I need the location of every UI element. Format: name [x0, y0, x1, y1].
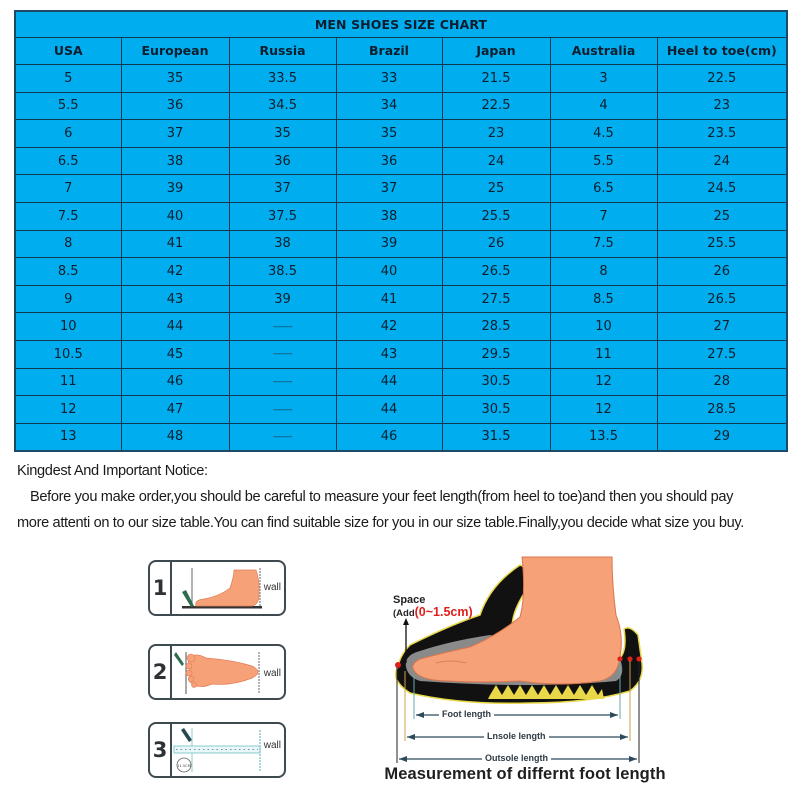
wall-label: wall: [263, 668, 281, 679]
table-row: [15, 313, 787, 341]
table-row: [15, 368, 787, 396]
table-cell: 47: [121, 396, 229, 424]
table-cell: 42: [121, 258, 229, 286]
table-cell: 8: [550, 258, 657, 286]
wall-label: wall: [263, 740, 281, 751]
table-cell: 34: [336, 92, 442, 120]
table-cell: 35: [121, 65, 229, 93]
table-cell: 27.5: [657, 341, 787, 369]
table-cell: 35: [229, 120, 336, 148]
table-cell: 44: [121, 313, 229, 341]
table-cell: 36: [336, 147, 442, 175]
table-cell: 23.5: [657, 120, 787, 148]
table-cell: 23: [657, 92, 787, 120]
table-cell: 41: [121, 230, 229, 258]
notice-line-1: Before you make order,you should be careful to measure your feet length(from heel to toe)and then you should pay: [30, 489, 734, 505]
table-cell: 22.5: [442, 92, 550, 120]
step-card-1: [148, 560, 286, 616]
table-cell: 24.5: [657, 175, 787, 203]
table-cell: 28.5: [442, 313, 550, 341]
size-chart-table: [14, 10, 788, 452]
table-cell: 43: [121, 285, 229, 313]
table-cell: 13: [15, 423, 121, 451]
table-cell: 43: [336, 341, 442, 369]
table-cell: 46: [121, 368, 229, 396]
table-title: MEN SHOES SIZE CHART: [15, 11, 787, 37]
table-cell: 28.5: [657, 396, 787, 424]
table-cell: 31.5: [442, 423, 550, 451]
space-annotation: [393, 594, 473, 620]
table-row: [15, 341, 787, 369]
table-cell: 5.5: [550, 147, 657, 175]
table-cell: 26.5: [442, 258, 550, 286]
table-cell: 38: [229, 230, 336, 258]
foot-length-label: Foot length: [439, 709, 494, 719]
table-cell: 34.5: [229, 92, 336, 120]
table-cell: 4: [550, 92, 657, 120]
table-cell: 12: [550, 368, 657, 396]
table-cell: -------: [229, 423, 336, 451]
table-row: [15, 423, 787, 451]
table-cell: 33.5: [229, 65, 336, 93]
space-range: (0~1.5cm): [414, 605, 473, 619]
table-cell: 8.5: [15, 258, 121, 286]
table-row: [15, 65, 787, 93]
column-header-japan: Japan: [442, 37, 550, 65]
table-cell: 27: [657, 313, 787, 341]
table-cell: 40: [336, 258, 442, 286]
table-cell: 40: [121, 203, 229, 231]
table-cell: 10.5: [15, 341, 121, 369]
table-cell: 38: [336, 203, 442, 231]
table-cell: 25.5: [657, 230, 787, 258]
column-header-heel-to-toe-cm: Heel to toe(cm): [657, 37, 787, 65]
table-cell: 39: [229, 285, 336, 313]
table-cell: 35: [336, 120, 442, 148]
wall-label: wall: [263, 582, 281, 593]
table-cell: 37.5: [229, 203, 336, 231]
table-cell: 26: [442, 230, 550, 258]
table-row: [15, 203, 787, 231]
table-cell: 11: [15, 368, 121, 396]
table-cell: 5: [15, 65, 121, 93]
table-cell: 6: [15, 120, 121, 148]
table-cell: 8.5: [550, 285, 657, 313]
table-cell: 33: [336, 65, 442, 93]
table-cell: 3: [550, 65, 657, 93]
table-cell: 30.5: [442, 368, 550, 396]
table-cell: 37: [121, 120, 229, 148]
table-cell: 24: [442, 147, 550, 175]
table-cell: 27.5: [442, 285, 550, 313]
table-cell: 4.5: [550, 120, 657, 148]
table-cell: 39: [121, 175, 229, 203]
table-cell: 25: [442, 175, 550, 203]
table-cell: 30.5: [442, 396, 550, 424]
table-row: [15, 147, 787, 175]
table-cell: 46: [336, 423, 442, 451]
notice-line-2: more attenti on to our size table.You can find suitable size for you in our size table.Finally,you decide what size you buy.: [17, 515, 744, 531]
table-cell: 21.5: [442, 65, 550, 93]
table-cell: -------: [229, 368, 336, 396]
table-cell: 6.5: [550, 175, 657, 203]
table-cell: 38: [121, 147, 229, 175]
table-cell: 22.5: [657, 65, 787, 93]
table-cell: 7.5: [550, 230, 657, 258]
column-header-european: European: [121, 37, 229, 65]
table-row: [15, 396, 787, 424]
table-cell: 25.5: [442, 203, 550, 231]
column-header-brazil: Brazil: [336, 37, 442, 65]
table-cell: 10: [15, 313, 121, 341]
table-title-row: [15, 11, 787, 37]
table-cell: 26: [657, 258, 787, 286]
table-cell: 13.5: [550, 423, 657, 451]
table-cell: 38.5: [229, 258, 336, 286]
table-cell: 11: [550, 341, 657, 369]
space-label: Space: [393, 594, 426, 606]
table-cell: 12: [550, 396, 657, 424]
table-body: [15, 65, 787, 451]
table-cell: -------: [229, 313, 336, 341]
notice-section: [17, 458, 797, 536]
table-cell: 10: [550, 313, 657, 341]
table-cell: 7.5: [15, 203, 121, 231]
column-header-australia: Australia: [550, 37, 657, 65]
table-cell: 36: [121, 92, 229, 120]
table-cell: 41: [336, 285, 442, 313]
table-row: [15, 120, 787, 148]
table-row: [15, 285, 787, 313]
step-number: 2: [150, 646, 172, 698]
table-cell: 25: [657, 203, 787, 231]
table-cell: 39: [336, 230, 442, 258]
step-card-2: [148, 644, 286, 700]
table-cell: 29: [657, 423, 787, 451]
table-cell: 44: [336, 368, 442, 396]
table-cell: 28: [657, 368, 787, 396]
step-number: 3: [150, 724, 172, 776]
table-cell: 42: [336, 313, 442, 341]
table-cell: 23: [442, 120, 550, 148]
column-header-usa: USA: [15, 37, 121, 65]
table-header-row: [15, 37, 787, 65]
table-cell: 37: [336, 175, 442, 203]
table-cell: 37: [229, 175, 336, 203]
table-cell: 24: [657, 147, 787, 175]
table-cell: -------: [229, 341, 336, 369]
table-row: [15, 92, 787, 120]
table-cell: 44: [336, 396, 442, 424]
table-cell: 12: [15, 396, 121, 424]
table-cell: 8: [15, 230, 121, 258]
table-row: [15, 230, 787, 258]
column-header-russia: Russia: [229, 37, 336, 65]
table-row: [15, 175, 787, 203]
table-cell: 5.5: [15, 92, 121, 120]
table-cell: 26.5: [657, 285, 787, 313]
table-cell: 45: [121, 341, 229, 369]
table-cell: 7: [15, 175, 121, 203]
table-cell: 48: [121, 423, 229, 451]
insole-length-label: Lnsole length: [484, 731, 549, 741]
table-cell: 29.5: [442, 341, 550, 369]
table-cell: 36: [229, 147, 336, 175]
table-row: [15, 258, 787, 286]
table-cell: 9: [15, 285, 121, 313]
step-number: 1: [150, 562, 172, 614]
table-cell: -------: [229, 396, 336, 424]
diagram-caption: Measurement of differnt foot length: [384, 765, 666, 783]
svg-text:11.5CM: 11.5CM: [177, 764, 191, 768]
space-add-label: (Add: [393, 608, 415, 619]
step-card-3: [148, 722, 286, 778]
outsole-length-label: Outsole length: [482, 753, 551, 763]
table-cell: 6.5: [15, 147, 121, 175]
notice-heading: Kingdest And Important Notice:: [17, 463, 208, 479]
table-cell: 7: [550, 203, 657, 231]
